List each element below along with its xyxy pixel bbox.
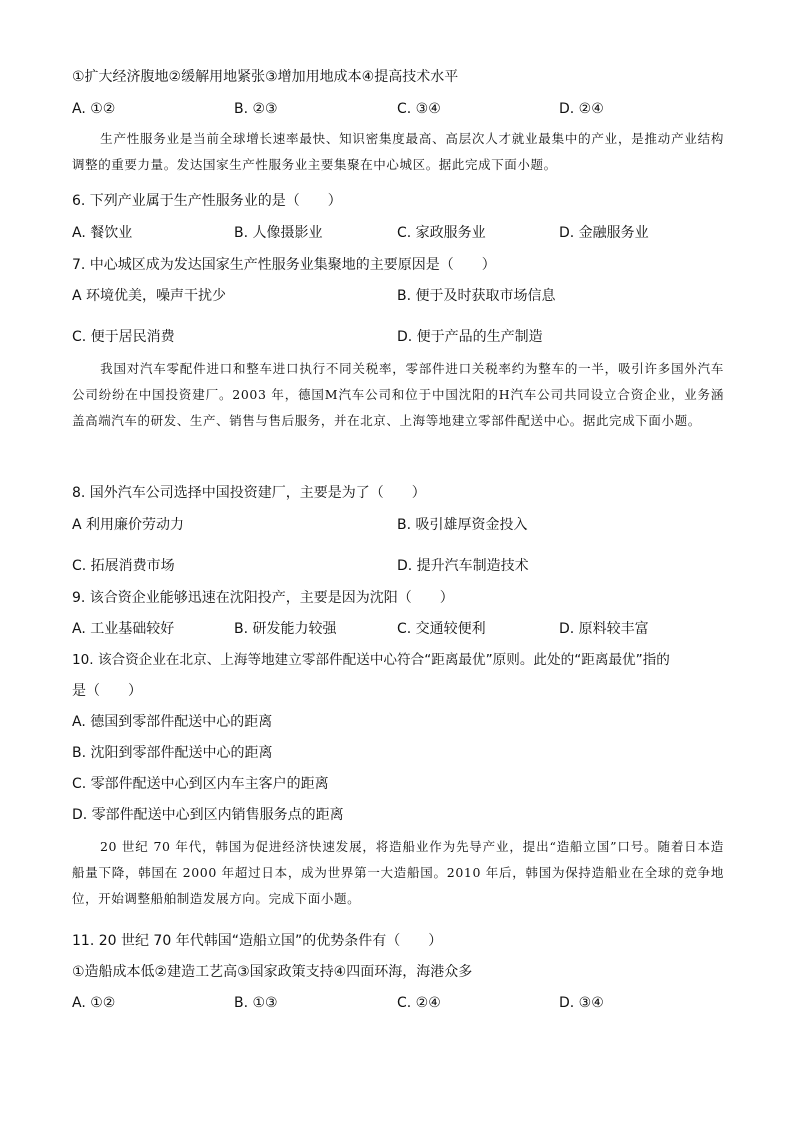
q5-option-a[interactable]: A. ①② <box>72 101 116 117</box>
q10-option-d[interactable]: D. 零部件配送中心到区内销售服务点的距离 <box>72 807 344 823</box>
q6-options <box>72 224 724 244</box>
q11-options <box>72 994 724 1014</box>
q6-option-b[interactable]: B. 人像摄影业 <box>234 225 323 241</box>
passage-2: 我国对汽车零配件进口和整车进口执行不同关税率，零部件进口关税率约为整车的一半，吸引许多国外汽车公司纷纷在中国投资建厂。2003 年，德国M汽车公司和位于中国沈阳的H汽车公司共同设立合资企业，业务涵盖高端汽车的研发、生产、销售与售后服务，并在北京、上海等地建立零部件配送中心。据此完成下面小题。 <box>72 361 724 428</box>
q6-option-a[interactable]: A. 餐饮业 <box>72 225 133 241</box>
q11-statements: ①造船成本低②建造工艺高③国家政策支持④四面环海，海港众多 <box>72 964 473 980</box>
q5-options <box>72 100 724 120</box>
q9-option-c[interactable]: C. 交通较便利 <box>397 621 486 637</box>
q5-option-c[interactable]: C. ③④ <box>397 101 441 117</box>
q9-option-b[interactable]: B. 研发能力较强 <box>234 621 337 637</box>
question-7: 7. 中心城区成为发达国家生产性服务业集聚地的主要原因是（ ） <box>72 257 496 273</box>
q9-option-d[interactable]: D. 原料较丰富 <box>559 621 649 637</box>
q10-option-b[interactable]: B. 沈阳到零部件配送中心的距离 <box>72 745 273 761</box>
q8-option-b[interactable]: B. 吸引雄厚资金投入 <box>397 517 528 533</box>
question-10-line2: 是（ ） <box>72 683 142 699</box>
q7-option-d[interactable]: D. 便于产品的生产制造 <box>397 329 543 345</box>
q11-option-d[interactable]: D. ③④ <box>559 995 604 1011</box>
q5-option-b[interactable]: B. ②③ <box>234 101 278 117</box>
q7-option-b[interactable]: B. 便于及时获取市场信息 <box>397 288 556 304</box>
q8-option-a[interactable]: A 利用廉价劳动力 <box>72 517 185 533</box>
q7-options-row1 <box>72 287 724 307</box>
q11-option-c[interactable]: C. ②④ <box>397 995 441 1011</box>
q8-option-c[interactable]: C. 拓展消费市场 <box>72 558 175 574</box>
q5-statements: ①扩大经济腹地②缓解用地紧张③增加用地成本④提高技术水平 <box>72 69 459 85</box>
q11-option-a[interactable]: A. ①② <box>72 995 116 1011</box>
q8-options-row2 <box>72 557 724 577</box>
q9-options <box>72 620 724 640</box>
question-6: 6. 下列产业属于生产性服务业的是（ ） <box>72 193 342 209</box>
q11-option-b[interactable]: B. ①③ <box>234 995 278 1011</box>
question-10-line1: 10. 该合资企业在北京、上海等地建立零部件配送中心符合“距离最优”原则。此处的“距离最优”指的 <box>72 652 670 668</box>
q8-options-row1 <box>72 516 724 536</box>
q10-option-a[interactable]: A. 德国到零部件配送中心的距离 <box>72 714 273 730</box>
passage-3: 20 世纪 70 年代，韩国为促进经济快速发展，将造船业作为先导产业，提出“造船立国”口号。随着日本造船量下降，韩国在 2000 年超过日本，成为世界第一大造船国。2010 年后，韩国为保持造船业在全球的竞争地位，开始调整船舶制造发展方向。完成下面小题。 <box>72 839 724 906</box>
q5-option-d[interactable]: D. ②④ <box>559 101 604 117</box>
q8-option-d[interactable]: D. 提升汽车制造技术 <box>397 558 529 574</box>
question-11: 11. 20 世纪 70 年代韩国“造船立国”的优势条件有（ ） <box>72 933 443 949</box>
q6-option-d[interactable]: D. 金融服务业 <box>559 225 649 241</box>
q7-option-a[interactable]: A 环境优美，噪声干扰少 <box>72 288 227 304</box>
q7-options-row2 <box>72 328 724 348</box>
passage-1: 生产性服务业是当前全球增长速率最快、知识密集度最高、高层次人才就业最集中的产业，是推动产业结构调整的重要力量。发达国家生产性服务业主要集聚在中心城区。据此完成下面小题。 <box>72 131 724 172</box>
q6-option-c[interactable]: C. 家政服务业 <box>397 225 486 241</box>
question-9: 9. 该合资企业能够迅速在沈阳投产，主要是因为沈阳（ ） <box>72 590 454 606</box>
q7-option-c[interactable]: C. 便于居民消费 <box>72 329 175 345</box>
q10-option-c[interactable]: C. 零部件配送中心到区内车主客户的距离 <box>72 776 329 792</box>
question-8: 8. 国外汽车公司选择中国投资建厂，主要是为了（ ） <box>72 485 426 501</box>
q9-option-a[interactable]: A. 工业基础较好 <box>72 621 175 637</box>
